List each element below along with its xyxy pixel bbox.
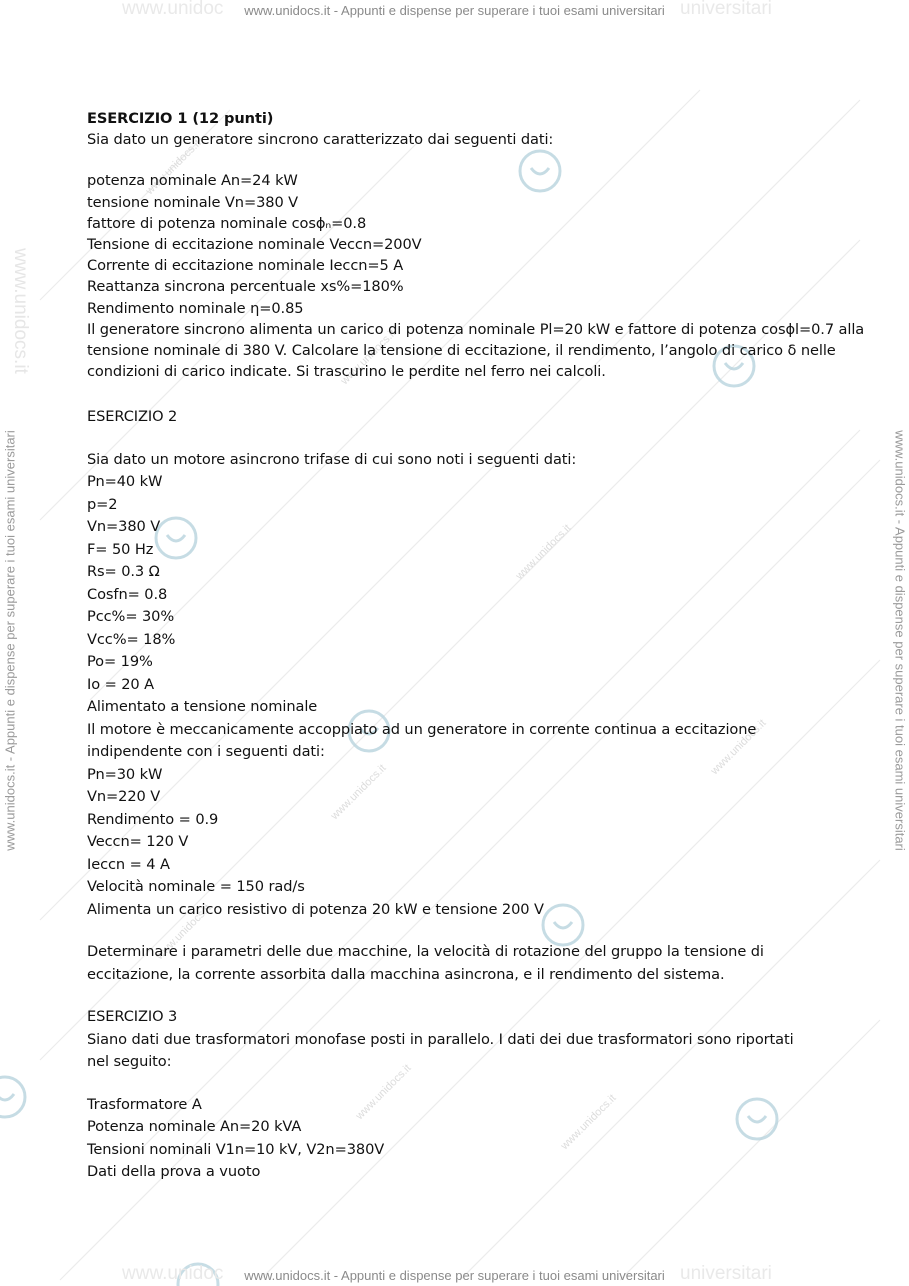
exercise-1-title: ESERCIZIO 1 (12 punti) [87, 110, 274, 127]
ex1-data-line: fattore di potenza nominale cosϕₙ=0.8 [87, 214, 367, 232]
svg-text:www.unidocs.it: www.unidocs.it [328, 762, 389, 823]
watermark-right: www.unidocs.it - Appunti e dispense per superare i tuoi esami universitari [892, 430, 908, 851]
ex1-text-line: condizioni di carico indicate. Si trascurino le perdite nel ferro nei calcoli. [87, 363, 606, 381]
ex2-data-line: Veccn= 120 V [87, 833, 189, 851]
ex2-data-line: Pn=30 kW [87, 765, 163, 783]
exercise-2-intro: Sia dato un motore asincrono trifase di cui sono noti i seguenti dati: [87, 450, 577, 468]
ex3-intro-line: nel seguito: [87, 1053, 172, 1071]
ex1-data-line: potenza nominale An=24 kW [87, 172, 298, 190]
ex1-data-line: tensione nominale Vn=380 V [87, 193, 299, 211]
ex2-question-line: Determinare i parametri delle due macchine, la velocità di rotazione del gruppo la tensione di [87, 943, 764, 961]
ex1-text-line: tensione nominale di 380 V. Calcolare la tensione di eccitazione, il rendimento, l’angolo di carico δ nelle [87, 342, 836, 360]
ex2-data-line: indipendente con i seguenti dati: [87, 743, 325, 761]
ex2-data-line: Cosfn= 0.8 [87, 585, 168, 603]
ex1-data-line: Reattanza sincrona percentuale xs%=180% [87, 278, 404, 296]
ex2-data-line: Alimenta un carico resistivo di potenza 20 kW e tensione 200 V [87, 900, 544, 918]
ex2-data-line: Vn=220 V [87, 788, 161, 806]
watermark-left: www.unidocs.it - Appunti e dispense per superare i tuoi esami universitari [2, 430, 18, 851]
watermark-ghost-top-left: www.unidoc [122, 0, 224, 19]
svg-text:www.unidocs.it: www.unidocs.it [353, 1062, 414, 1123]
document-body [87, 108, 865, 1184]
ex2-data-line: Ieccn = 4 A [87, 855, 170, 873]
watermark-footer: www.unidocs.it - Appunti e dispense per superare i tuoi esami universitari [244, 1268, 665, 1283]
ex1-text-line: Il generatore sincrono alimenta un carico di potenza nominale Pl=20 kW e fattore di potenza cosϕl=0.7 alla [87, 320, 865, 338]
ex2-data-line: Pcc%= 30% [87, 608, 175, 626]
ex2-data-line: Io = 20 A [87, 675, 155, 693]
ex1-data-line: Tensione di eccitazione nominale Veccn=200V [87, 236, 422, 254]
ex3-intro-line: Siano dati due trasformatori monofase posti in parallelo. I dati dei due trasformatori sono riportati [87, 1030, 794, 1048]
ex2-data-line: p=2 [87, 495, 118, 513]
watermark-ghost-top-right: universitari [680, 0, 772, 19]
ex2-data-line: F= 50 Hz [87, 540, 154, 558]
svg-text:www.unidocs.it: www.unidocs.it [338, 327, 399, 388]
ex1-data-line: Rendimento nominale η=0.85 [87, 299, 304, 317]
exercise-2 [87, 406, 827, 986]
exercise-1 [87, 108, 865, 382]
ex2-data-line: Pn=40 kW [87, 473, 163, 491]
exercise-2-title: ESERCIZIO 2 [87, 408, 178, 426]
ex2-data-line: Vn=380 V [87, 518, 161, 536]
ex2-data-line: Rs= 0.3 Ω [87, 563, 160, 581]
ex2-data-line: Il motore è meccanicamente accoppiato ad un generatore in corrente continua a eccitazione [87, 720, 757, 738]
ex2-data-line: Rendimento = 0.9 [87, 810, 219, 828]
svg-text:www.unidocs.it: www.unidocs.it [558, 1092, 619, 1153]
watermark-ghost-bottom-left: www.unidoc [122, 1263, 224, 1284]
ex3-data-line: Tensioni nominali V1n=10 kV, V2n=380V [87, 1140, 385, 1158]
ex2-data-line: Velocità nominale = 150 rad/s [87, 878, 305, 896]
watermark-header: www.unidocs.it - Appunti e dispense per superare i tuoi esami universitari [244, 3, 665, 18]
exercise-3-title: ESERCIZIO 3 [87, 1008, 178, 1026]
svg-text:www.unidocs.it: www.unidocs.it [143, 137, 204, 198]
watermark-ghost-bottom-right: universitari [680, 1263, 772, 1284]
ex2-data-line: Alimentato a tensione nominale [87, 698, 318, 716]
ex3-data-line: Potenza nominale An=20 kVA [87, 1118, 302, 1136]
svg-text:www.unidocs.it: www.unidocs.it [513, 522, 574, 583]
ex2-question-line: eccitazione, la corrente assorbita dalla macchina asincrona, e il rendimento del sistema. [87, 965, 725, 983]
exercise-1-intro: Sia dato un generatore sincrono caratterizzato dai seguenti dati: [87, 131, 554, 149]
ex1-data-line: Corrente di eccitazione nominale Ieccn=5 A [87, 257, 404, 275]
watermark-left-ghost: www.unidocs.it [10, 248, 31, 374]
svg-text:www.unidocs.it: www.unidocs.it [153, 902, 214, 963]
ex2-data-line: Po= 19% [87, 653, 153, 671]
ex3-data-line: Trasformatore A [87, 1095, 202, 1113]
ex3-data-line: Dati della prova a vuoto [87, 1163, 261, 1181]
exercise-3 [87, 1006, 827, 1184]
svg-text:www.unidocs.it: www.unidocs.it [708, 717, 769, 778]
ex2-data-line: Vcc%= 18% [87, 630, 176, 648]
